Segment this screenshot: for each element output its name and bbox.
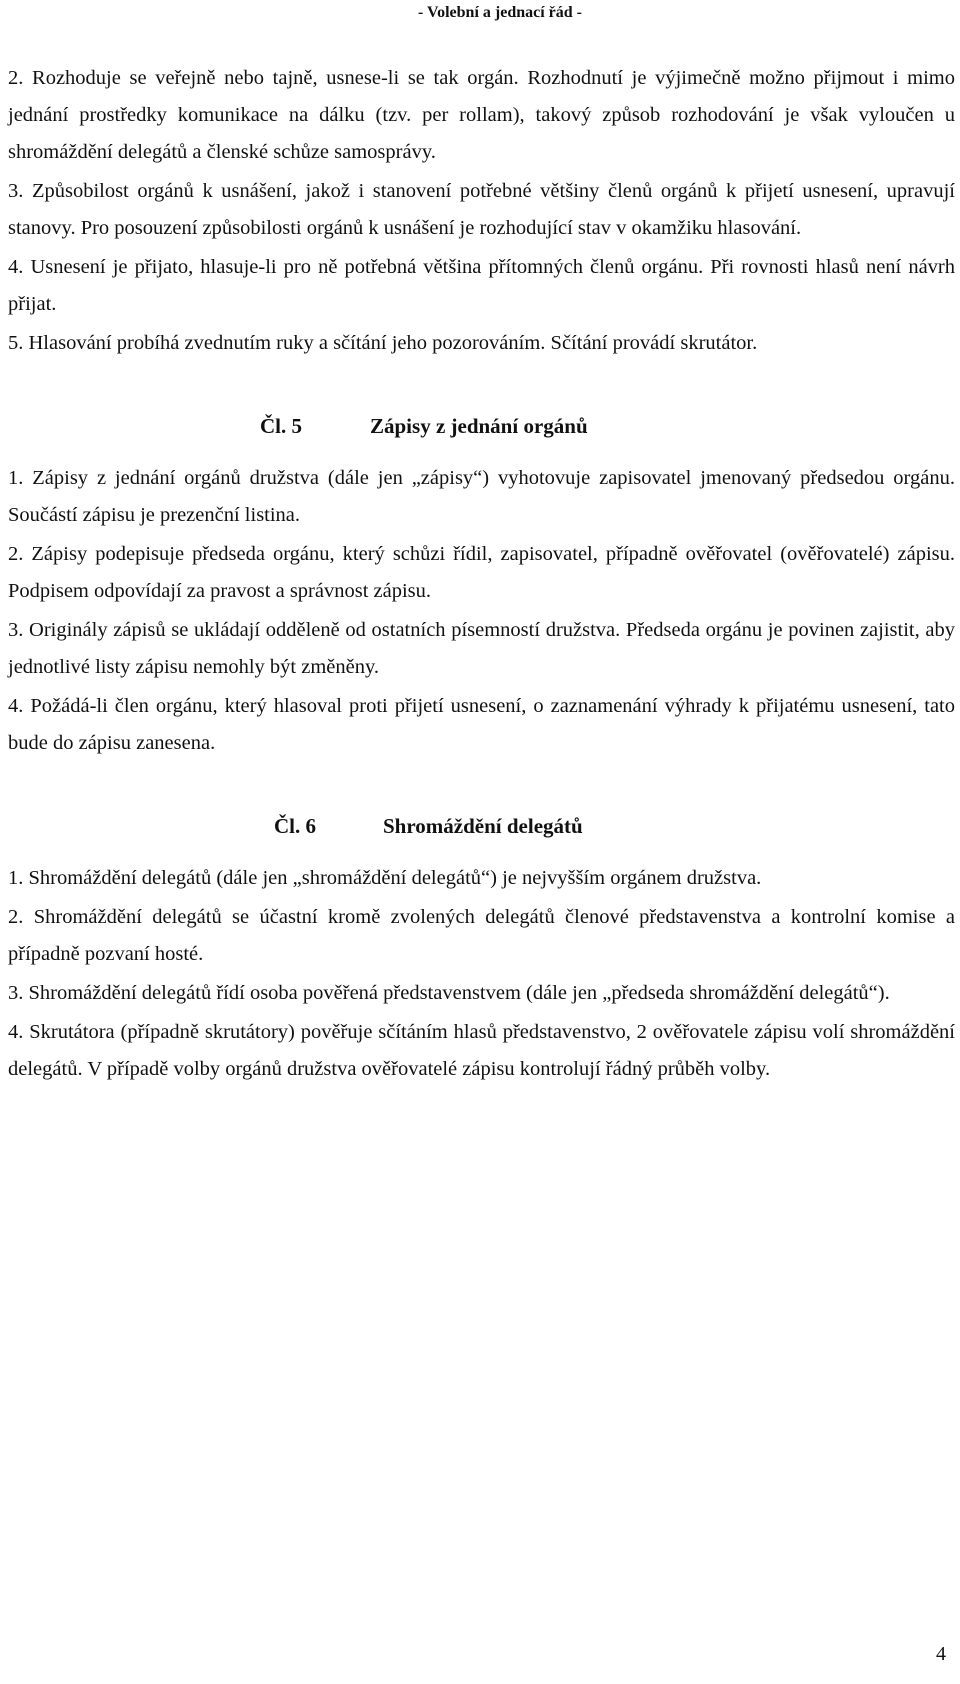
paragraph-5: 5. Hlasování probíhá zvednutím ruky a sčítání jeho pozorováním. Sčítání provádí skrutátor. (8, 332, 758, 354)
article-6-number: Čl. 6 (274, 814, 316, 838)
article-5-item-2: 2. Zápisy podepisuje předseda orgánu, který schůzi řídil, zapisovatel, případně ověřovatel (ověřovatelé) zápisu. Podpisem odpovídají za pravost a správnost zápisu. (8, 543, 955, 602)
article-5-item-3: 3. Originály zápisů se ukládají odděleně od ostatních písemností družstva. Předseda orgánu je povinen zajistit, aby jednotlivé listy zápisu nemohly být změněny. (8, 619, 955, 678)
article-6-item-3: 3. Shromáždění delegátů řídí osoba pověřená představenstvem (dále jen „předseda shromáždění delegátů“). (8, 982, 890, 1004)
article-5-item-4: 4. Požádá-li člen orgánu, který hlasoval proti přijetí usnesení, o zaznamenání výhrady k přijatému usnesení, tato bude do zápisu zanesena. (8, 695, 955, 754)
page-header: - Volební a jednací řád - (417, 4, 582, 21)
article-6-title: Shromáždění delegátů (383, 814, 583, 838)
paragraph-2: 2. Rozhoduje se veřejně nebo tajně, usnese-li se tak orgán. Rozhodnutí je výjimečně možno přijmout i mimo jednání prostředky komunikace na dálku (tzv. per rollam), takový způsob rozhodování je však vyloučen u shromáždění delegátů a členské schůze samosprávy. (8, 67, 955, 163)
article-5-heading (8, 408, 955, 452)
page-number: 4 (936, 1643, 946, 1665)
article-6-item-1: 1. Shromáždění delegátů (dále jen „shromáždění delegátů“) je nejvyšším orgánem družstva. (8, 867, 762, 889)
article-6-item-2: 2. Shromáždění delegátů se účastní kromě zvolených delegátů členové představenstva a kontrolní komise a případně pozvaní hosté. (8, 906, 955, 965)
article-5-number: Čl. 5 (260, 414, 302, 438)
article-6-item-4: 4. Skrutátora (případně skrutátory) pověřuje sčítáním hlasů představenstvo, 2 ověřovatele zápisu volí shromáždění delegátů. V případě volby orgánů družstva ověřovatelé zápisu kontrolují řádný průběh volby. (8, 1021, 955, 1080)
article-5-title: Zápisy z jednání orgánů (370, 414, 588, 438)
article-6-heading (8, 808, 955, 852)
paragraph-4: 4. Usnesení je přijato, hlasuje-li pro ně potřebná většina přítomných členů orgánu. Při rovnosti hlasů není návrh přijat. (8, 256, 955, 315)
document-body (8, 60, 955, 1090)
paragraph-3: 3. Způsobilost orgánů k usnášení, jakož i stanovení potřebné většiny členů orgánů k přijetí usnesení, upravují stanovy. Pro posouzení způsobilosti orgánů k usnášení je rozhodující stav v okamžiku hlasování. (8, 180, 955, 239)
article-5-item-1: 1. Zápisy z jednání orgánů družstva (dále jen „zápisy“) vyhotovuje zapisovatel jmenovaný předsedou orgánu. Součástí zápisu je prezenční listina. (8, 467, 955, 526)
